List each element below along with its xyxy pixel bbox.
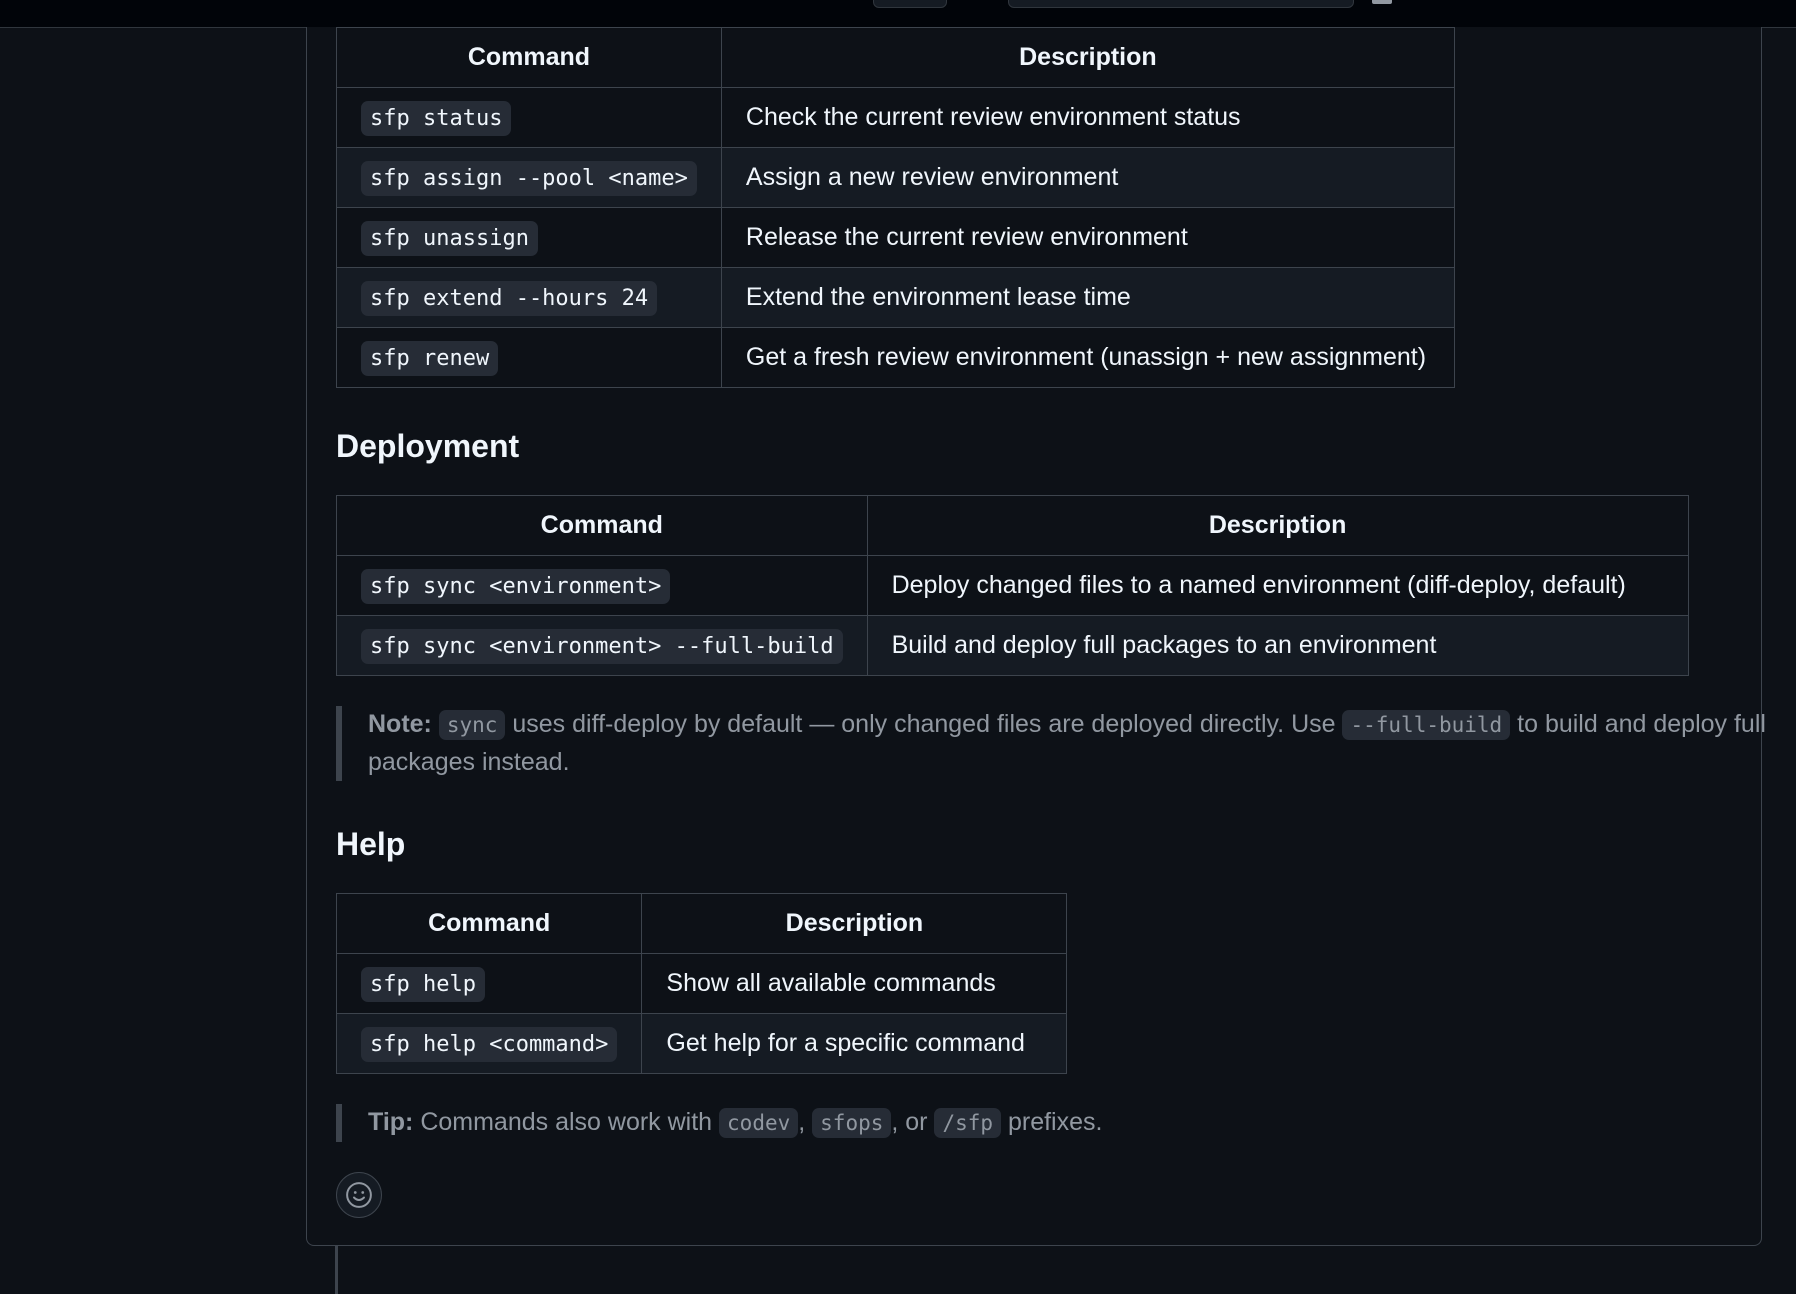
description-cell: Get a fresh review environment (unassign + new assignment) bbox=[721, 328, 1454, 388]
command-code: sfp renew bbox=[361, 341, 498, 376]
command-code: sfp assign --pool <name> bbox=[361, 161, 697, 196]
table-row bbox=[337, 328, 1455, 388]
note-blockquote bbox=[336, 706, 1768, 781]
command-code: sfp unassign bbox=[361, 221, 538, 256]
tip-text: prefixes. bbox=[1001, 1108, 1103, 1136]
table-row bbox=[337, 954, 1067, 1014]
command-cell bbox=[337, 88, 722, 148]
deployment-heading: Deployment bbox=[336, 428, 520, 464]
top-header-bar bbox=[0, 0, 1796, 28]
table-row bbox=[337, 268, 1455, 328]
description-cell: Extend the environment lease time bbox=[721, 268, 1454, 328]
table-row bbox=[337, 616, 1689, 676]
table-row bbox=[337, 88, 1455, 148]
tip-code-sfp: /sfp bbox=[934, 1108, 1001, 1138]
table-header-row bbox=[337, 496, 1689, 556]
tip-code-codev: codev bbox=[719, 1108, 798, 1138]
environment-commands-table bbox=[336, 27, 1455, 388]
header-description: Description bbox=[867, 496, 1688, 556]
table-row bbox=[337, 208, 1455, 268]
command-cell bbox=[337, 208, 722, 268]
tip-label: Tip: bbox=[368, 1108, 414, 1136]
command-cell bbox=[337, 268, 722, 328]
header-icon[interactable] bbox=[1372, 0, 1392, 4]
command-cell bbox=[337, 556, 868, 616]
header-description: Description bbox=[721, 28, 1454, 88]
description-cell: Deploy changed files to a named environment (diff-deploy, default) bbox=[867, 556, 1688, 616]
command-code: sfp help bbox=[361, 967, 485, 1002]
command-cell bbox=[337, 616, 868, 676]
table-row bbox=[337, 148, 1455, 208]
command-cell bbox=[337, 1014, 642, 1074]
command-code: sfp status bbox=[361, 101, 511, 136]
command-cell bbox=[337, 148, 722, 208]
header-command: Command bbox=[337, 496, 868, 556]
table-row bbox=[337, 556, 1689, 616]
timeline-line bbox=[335, 1246, 338, 1294]
note-text: uses diff-deploy by default — only changed files are deployed directly. Use bbox=[505, 710, 1343, 738]
tip-text: Commands also work with bbox=[413, 1108, 720, 1136]
header-command: Command bbox=[337, 894, 642, 954]
table-header-row bbox=[337, 28, 1455, 88]
description-cell: Get help for a specific command bbox=[642, 1014, 1067, 1074]
deployment-commands-table bbox=[336, 495, 1689, 676]
table-header-row bbox=[337, 894, 1067, 954]
command-code: sfp sync <environment> bbox=[361, 569, 670, 604]
command-code: sfp extend --hours 24 bbox=[361, 281, 657, 316]
description-cell: Release the current review environment bbox=[721, 208, 1454, 268]
description-cell: Check the current review environment status bbox=[721, 88, 1454, 148]
tip-blockquote bbox=[336, 1104, 1768, 1142]
table-row bbox=[337, 1014, 1067, 1074]
header-search[interactable] bbox=[1008, 0, 1354, 8]
note-text: to build and deploy full packages instead. bbox=[368, 710, 1766, 776]
header-command: Command bbox=[337, 28, 722, 88]
tip-code-sfops: sfops bbox=[812, 1108, 891, 1138]
description-cell: Build and deploy full packages to an environment bbox=[867, 616, 1688, 676]
header-button[interactable] bbox=[873, 0, 947, 8]
tip-text: , or bbox=[891, 1108, 935, 1136]
header-description: Description bbox=[642, 894, 1067, 954]
help-commands-table bbox=[336, 893, 1067, 1074]
note-code-sync: sync bbox=[439, 710, 506, 740]
command-code: sfp sync <environment> --full-build bbox=[361, 629, 843, 664]
command-code: sfp help <command> bbox=[361, 1027, 617, 1062]
description-cell: Assign a new review environment bbox=[721, 148, 1454, 208]
tip-text: , bbox=[798, 1108, 813, 1136]
smiley-icon bbox=[344, 1180, 374, 1210]
note-label: Note: bbox=[368, 710, 432, 738]
add-reaction-button[interactable] bbox=[336, 1172, 382, 1218]
note-code-full-build: --full-build bbox=[1342, 710, 1510, 740]
command-cell bbox=[337, 954, 642, 1014]
description-cell: Show all available commands bbox=[642, 954, 1067, 1014]
help-heading: Help bbox=[336, 826, 406, 862]
command-cell bbox=[337, 328, 722, 388]
